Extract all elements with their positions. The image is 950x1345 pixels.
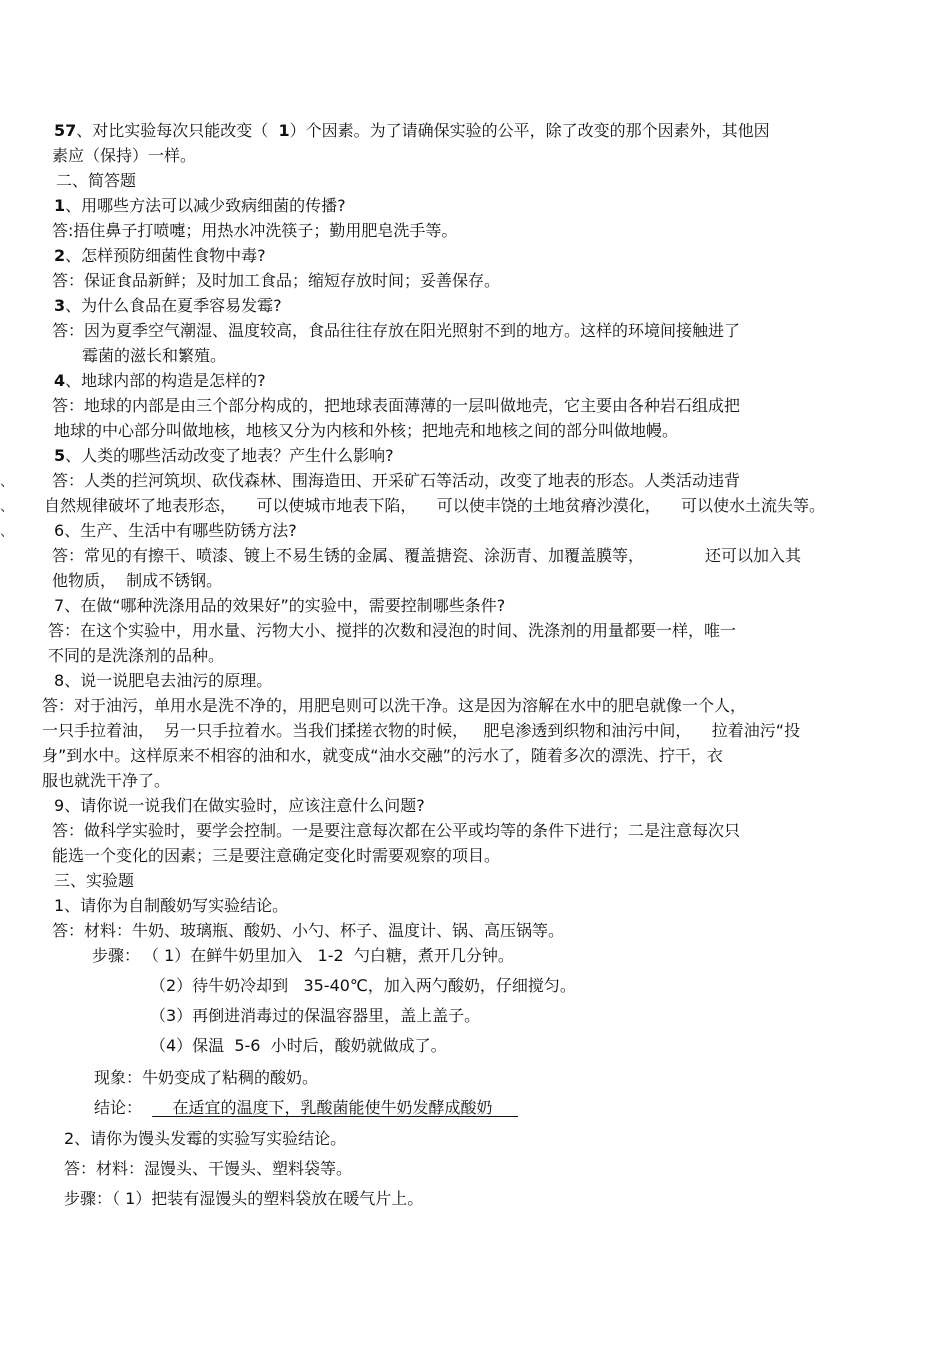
question-2 (54, 246, 266, 266)
question-text: 、请你说一说我们在做实验时，应该注意什么问题? (64, 796, 425, 815)
answer-6-line-2: 他物质， 制成不锈钢。 (52, 571, 223, 590)
question-4 (54, 371, 266, 391)
experiment-1-materials: 答：材料：牛奶、玻璃瓶、酸奶、小勺、杯子、温度计、锅、高压锅等。 (52, 921, 565, 940)
margin-mark: 、 (0, 499, 14, 515)
question-text: 、人类的哪些活动改变了地表？产生什么影响? (65, 446, 394, 465)
answer-4-line-2: 地球的中心部分叫做地核，地核又分为内核和外核；把地壳和地核之间的部分叫做地幔。 (54, 421, 679, 440)
answer-3-line-1: 答：因为夏季空气潮湿、温度较高，食品往往存放在阳光照射不到的地方。这样的环境间接触进了 (52, 321, 741, 340)
experiment-1-conclusion (94, 1098, 518, 1118)
experiment-1-step-4: （4）保温 5-6 小时后，酸奶就做成了。 (150, 1036, 447, 1055)
experiment-2-step-1 (64, 1189, 423, 1209)
answer-7-line-1: 答：在这个实验中，用水量、污物大小、搅拌的次数和浸泡的时间、洗涤剂的用量都要一样，唯一 (48, 621, 737, 640)
question-number: 4 (54, 371, 66, 390)
question-5 (54, 446, 394, 466)
question-8 (54, 671, 272, 691)
steps-label: 步骤： (64, 1189, 113, 1208)
question-text: 、用哪些方法可以减少致病细菌的传播? (65, 196, 346, 215)
conclusion-label: 结论： (94, 1098, 143, 1117)
answer-3-line-2: 霉菌的滋长和繁殖。 (82, 346, 227, 365)
q57-text-b: ）个因素。为了请确保实验的公平，除了改变的那个因素外，其他因 (289, 121, 770, 140)
answer-2-line-1: 答：保证食品新鲜；及时加工食品；缩短存放时间；妥善保存。 (52, 271, 501, 290)
question-text: 、生产、生活中有哪些防锈方法? (64, 521, 297, 540)
question-number: 5 (54, 446, 66, 465)
experiment-2-materials: 答：材料：湿馒头、干馒头、塑料袋等。 (64, 1159, 353, 1178)
question-9 (54, 796, 425, 816)
experiment-1-step-3: （3）再倒进消毒过的保温容器里，盖上盖子。 (150, 1006, 481, 1025)
question-3 (54, 296, 282, 316)
question-number: 1 (54, 196, 66, 215)
experiment-1-step-1: （ 1）在鲜牛奶里加入 1-2 勺白糖，煮开几分钟。 (143, 946, 514, 965)
answer-6-line-1: 答：常见的有擦干、喷漆、镀上不易生锈的金属、覆盖搪瓷、涂沥青、加覆盖膜等， 还可以加入其 (52, 546, 802, 565)
margin-mark: 、 (0, 524, 14, 540)
experiment-1-steps-label: 步骤： (92, 946, 141, 965)
answer-5-line-1: 答：人类的拦河筑坝、砍伐森林、围海造田、开采矿石等活动，改变了地表的形态。人类活动违背 (52, 471, 741, 490)
answer-8-line-1: 答：对于油污，单用水是洗不净的，用肥皂则可以洗干净。这是因为溶解在水中的肥皂就像一个人， (42, 696, 747, 715)
experiment-2-title: 2、请你为馒头发霉的实验写实验结论。 (64, 1129, 347, 1148)
q57-number: 57 (54, 121, 77, 140)
answer-8-line-4: 服也就洗干净了。 (42, 771, 171, 790)
answer-8-line-3: 身”到水中。这样原来不相容的油和水，就变成“油水交融”的污水了，随着多次的漂洗、拧干，衣 (42, 746, 723, 765)
q57-number-2: 1 (278, 121, 290, 140)
step-text: （ 1）把装有湿馒头的塑料袋放在暖气片上。 (112, 1189, 424, 1208)
q57-line (54, 121, 770, 141)
q57-continuation: 素应（保持）一样。 (52, 146, 197, 165)
margin-mark: 、 (0, 474, 14, 490)
answer-9-line-2: 能选一个变化的因素；三是要注意确定变化时需要观察的项目。 (52, 846, 501, 865)
question-text: 、怎样预防细菌性食物中毒? (65, 246, 266, 265)
experiment-1-step-2: （2）待牛奶冷却到 35-40℃，加入两勺酸奶，仔细搅匀。 (150, 976, 576, 995)
question-text: 、地球内部的构造是怎样的? (65, 371, 266, 390)
answer-8-line-2: 一只手拉着油， 另一只手拉着水。当我们揉搓衣物的时候， 肥皂渗透到织物和油污中间， 拉着油污“投 (42, 721, 801, 740)
answer-9-line-1: 答：做科学实验时，要学会控制。一是要注意每次都在公平或均等的条件下进行；二是注意每次只 (52, 821, 741, 840)
question-number: 8 (54, 671, 65, 690)
answer-5-line-2: 自然规律破坏了地表形态， 可以使城市地表下陷， 可以使丰饶的土地贫瘠沙漠化， 可以使水土流失等。 (44, 496, 826, 515)
conclusion-text: 在适宜的温度下，乳酸菌能使牛奶发酵成酸奶 (152, 1098, 518, 1117)
section-title-experiments: 三、实验题 (54, 871, 135, 890)
section-title-short-answer: 二、简答题 (56, 171, 137, 190)
question-1 (54, 196, 346, 216)
q57-text-a: 、对比实验每次只能改变（ (76, 121, 279, 140)
experiment-1-phenomenon: 现象：牛奶变成了粘稠的酸奶。 (94, 1068, 319, 1087)
question-number: 3 (54, 296, 66, 315)
question-text: 、在做“哪种洗涤用品的效果好”的实验中，需要控制哪些条件? (64, 596, 506, 615)
question-number: 2 (54, 246, 66, 265)
answer-1-line-1: 答:捂住鼻子打喷嚏；用热水冲洗筷子；勤用肥皂洗手等。 (52, 221, 458, 240)
question-7 (54, 596, 505, 616)
answer-7-line-2: 不同的是洗涤剂的品种。 (48, 646, 225, 665)
question-number: 7 (54, 596, 65, 615)
question-text: 、说一说肥皂去油污的原理。 (64, 671, 273, 690)
question-6 (54, 521, 297, 541)
question-number: 9 (54, 796, 65, 815)
answer-4-line-1: 答：地球的内部是由三个部分构成的，把地球表面薄薄的一层叫做地壳，它主要由各种岩石组成把 (52, 396, 741, 415)
question-text: 、为什么食品在夏季容易发霉? (65, 296, 282, 315)
experiment-1-title: 1、请你为自制酸奶写实验结论。 (54, 896, 289, 915)
question-number: 6 (54, 521, 65, 540)
